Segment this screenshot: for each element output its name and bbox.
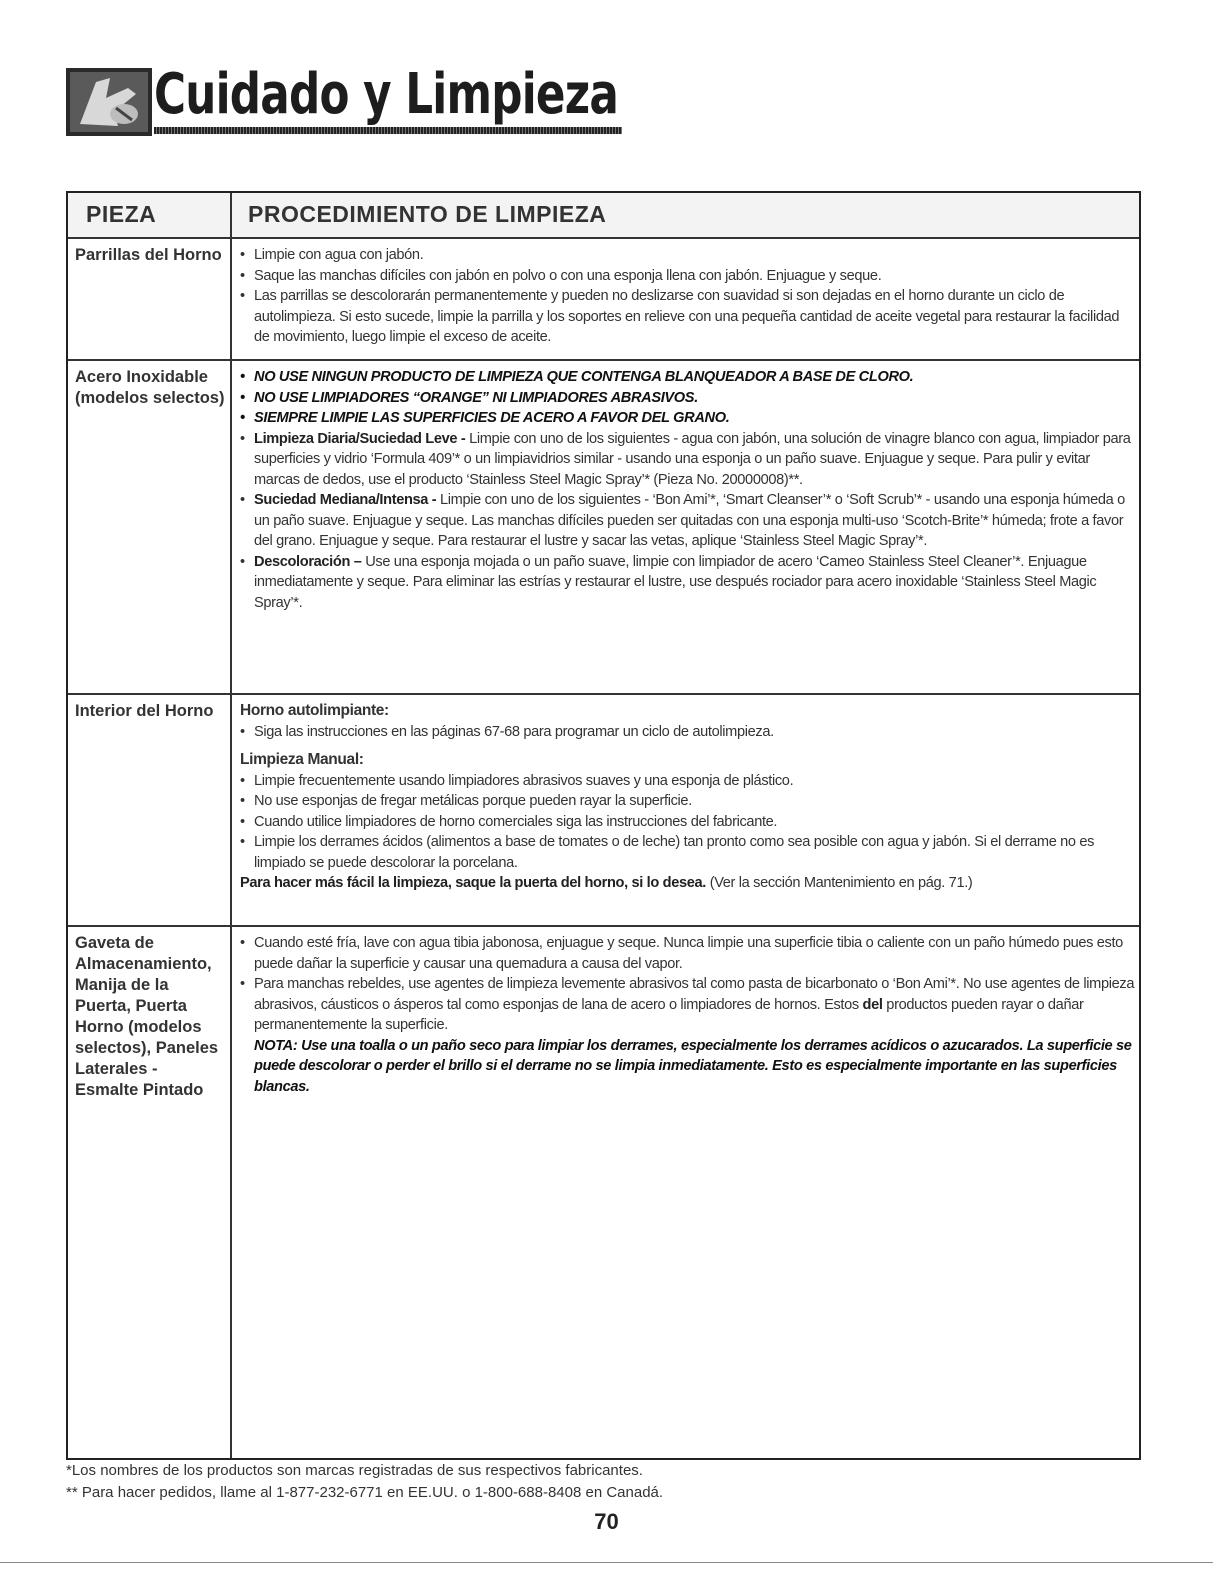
list-item: • Cuando utilice limpiadores de horno comerciales siga las instrucciones del fabricante. <box>240 812 1135 833</box>
table-header-row <box>68 193 1139 239</box>
procedure-cell <box>240 933 1135 1097</box>
procedure-cell <box>240 367 1135 613</box>
title-rule <box>154 127 622 134</box>
column-divider <box>230 695 232 925</box>
table-row <box>68 239 1139 361</box>
subheading: Horno autolimpiante: <box>240 702 389 719</box>
part-name: Gaveta de Almacenamiento, Manija de la Puerta, Puerta Horno (modelos selectos), Paneles Laterales - Esmalte Pintado <box>75 934 219 1099</box>
list-item: • Siga las instrucciones en las páginas 67-68 para programar un ciclo de autolimpieza. <box>240 722 1135 743</box>
item-label: Suciedad Mediana/Intensa - <box>254 492 437 508</box>
column-divider <box>230 193 232 237</box>
list-item <box>240 490 1135 552</box>
cleaning-icon <box>66 68 152 136</box>
item-text: Para manchas rebeldes, use agentes de limpieza levemente abrasivos tal como pasta de bicarbonato o ‘Bon Ami’*. No use agentes de limpieza abrasivos, cáusticos o ásperos tal como esponjas de lana de acero o limpiadores de hornos. Estos <box>254 976 1135 1013</box>
procedure-cell <box>240 245 1135 348</box>
subheading: Limpieza Manual: <box>240 751 364 768</box>
page-header <box>66 62 619 144</box>
list-item: • Limpie los derrames ácidos (alimentos a base de tomates o de leche) tan pronto como sea posible con agua y jabón. Si el derrame no es limpiado se puede descolorar la porcelana. <box>240 832 1135 873</box>
procedure-cell <box>240 701 1135 894</box>
item-text: Limpie con uno de los siguientes - ‘Bon Ami’*, ‘Smart Cleanser’* o ‘Soft Scrub’* - usando una esponja húmeda o un paño suave. Enjuague y seque. Las manchas difíciles pueden ser quitadas con una esponja multi-uso ‘Scotch-Brite’* húmeda; frote a favor del grano. Enjuague y seque. Para restaurar el lustre y sacar las vetas, aplique ‘Stainless Steel Magic Spray’*. <box>254 492 1125 549</box>
item-label: Descoloración – <box>254 553 362 570</box>
item-text: Use una esponja mojada o un paño suave, limpie con limpiador de acero ‘Cameo Stainless Steel Cleaner’*. Enjuague inmediatamente y seque. Para eliminar las estrías y restaurar el lustre, use después rociador para acero inoxidable ‘Stainless Steel Magic Spray’*. <box>254 553 1097 611</box>
item-bold: del <box>862 996 883 1013</box>
part-name: Interior del Horno <box>75 702 214 720</box>
footnote: *Los nombres de los productos son marcas registradas de sus respectivos fabricantes. <box>66 1462 643 1479</box>
tip-text: (Ver la sección Mantenimiento en pág. 71.) <box>705 875 973 891</box>
list-item: • No use esponjas de fregar metálicas porque pueden rayar la superficie. <box>240 791 1135 812</box>
table-row <box>68 695 1139 927</box>
list-item <box>240 429 1135 491</box>
footnote: ** Para hacer pedidos, llame al 1-877-232-6771 en EE.UU. o 1-800-688-8408 en Canadá. <box>66 1484 664 1501</box>
bottom-rule <box>0 1562 1213 1563</box>
table-row <box>68 361 1139 695</box>
part-name: Acero Inoxidable (modelos selectos) <box>75 368 225 407</box>
warning-item: • NO USE NINGUN PRODUCTO DE LIMPIEZA QUE CONTENGA BLANQUEADOR A BASE DE CLORO. <box>240 367 1135 388</box>
item-text-end: productos pueden rayar o dañar permanentemente la superficie. <box>254 996 1084 1033</box>
list-item: • Limpie con agua con jabón. <box>240 245 1135 266</box>
page-title: Cuidado y Limpieza <box>154 62 619 127</box>
footnotes <box>66 1460 966 1504</box>
warning-item: • SIEMPRE LIMPIE LAS SUPERFICIES DE ACERO A FAVOR DEL GRANO. <box>240 408 1135 429</box>
list-item <box>240 974 1135 1036</box>
column-divider <box>230 361 232 693</box>
cleaning-table <box>66 191 1141 1460</box>
list-item: • Limpie frecuentemente usando limpiadores abrasivos suaves y una esponja de plástico. <box>240 771 1135 792</box>
column-divider <box>230 239 232 359</box>
table-row <box>68 927 1139 1458</box>
part-name: Parrillas del Horno <box>75 246 222 264</box>
page-number: 70 <box>594 1509 619 1534</box>
header-pieza: PIEZA <box>86 201 157 227</box>
tip-bold: Para hacer más fácil la limpieza, saque la puerta del horno, si lo desea. <box>240 875 706 891</box>
item-text: Limpie con uno de los siguientes - agua con jabón, una solución de vinagre blanco con agua, limpiador para superficies y vidrio ‘Formula 409’* o un limpiavidrios similar - usando una esponja o un paño suave. Enjuague y seque. Para pulir y evitar marcas de dedos, use el producto ‘Stainless Steel Magic Spray’* (Pieza No. 20000008)**. <box>254 430 1131 488</box>
list-item: • Cuando esté fría, lave con agua tibia jabonosa, enjuague y seque. Nunca limpie una superficie tibia o caliente con un paño húmedo pues esto puede dañar la superficie y causar una quemadura a causa del vapor. <box>240 933 1135 974</box>
header-procedimiento: PROCEDIMIENTO DE LIMPIEZA <box>248 201 607 227</box>
note-text: NOTA: Use una toalla o un paño seco para limpiar los derrames, especialmente los derrames acídicos o azucarados. La superficie se puede descolorar o perder el brillo si el derrame no se limpia inmediatamente. Esto es especialmente importante en las superficies blancas. <box>254 1037 1132 1095</box>
list-item: • Saque las manchas difíciles con jabón en polvo o con una esponja llena con jabón. Enjuague y seque. <box>240 266 1135 287</box>
column-divider <box>230 927 232 1458</box>
list-item <box>240 552 1135 614</box>
item-label: Limpieza Diaria/Suciedad Leve - <box>254 430 466 447</box>
list-item: • Las parrillas se descolorarán permanentemente y pueden no deslizarse con suavidad si son dejadas en el horno durante un ciclo de autolimpieza. Si esto sucede, limpie la parrilla y los soportes en relieve con una pequeña cantidad de aceite vegetal para restaurar la facilidad de movimiento, luego limpie el exceso de aceite. <box>240 286 1135 348</box>
warning-item: • NO USE LIMPIADORES “ORANGE” NI LIMPIADORES ABRASIVOS. <box>240 388 1135 409</box>
tip-line <box>240 873 1135 894</box>
